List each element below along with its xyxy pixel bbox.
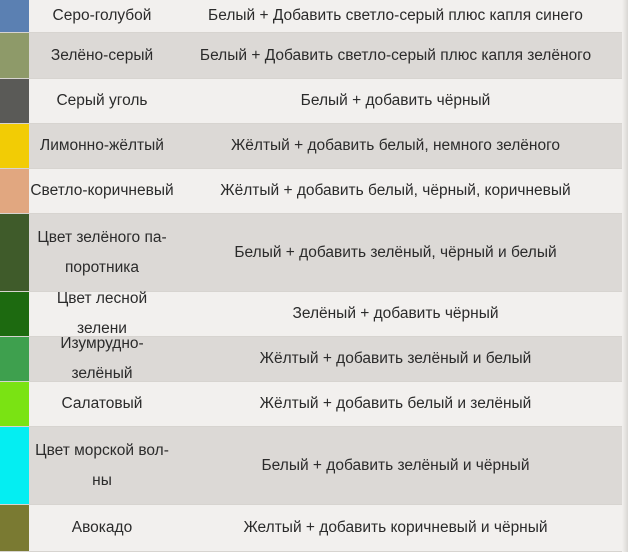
table-row bbox=[0, 33, 628, 79]
color-recipe: Жёлтый + добавить белый, немного зелёного bbox=[230, 137, 561, 154]
color-name-line: Цвет зелёного па- bbox=[37, 228, 167, 246]
color-name bbox=[29, 436, 175, 496]
color-name: Серо-голубой bbox=[52, 7, 152, 24]
color-name-line: ны bbox=[92, 471, 112, 489]
table-row bbox=[0, 505, 628, 552]
color-swatch bbox=[0, 214, 29, 291]
color-swatch bbox=[0, 427, 29, 504]
color-recipe: Белый + добавить зелёный и чёрный bbox=[261, 456, 530, 474]
color-recipe: Белый + добавить зелёный, чёрный и белый bbox=[234, 243, 557, 261]
color-name: Серый уголь bbox=[56, 92, 148, 109]
color-name-line: Цвет морской вол- bbox=[35, 441, 169, 459]
color-name: Зелёно-серый bbox=[50, 46, 154, 64]
color-name-line: поротника bbox=[65, 258, 139, 276]
color-recipe: Желтый + добавить коричневый и чёрный bbox=[243, 519, 548, 536]
color-recipe: Зелёный + добавить чёрный bbox=[292, 305, 499, 322]
table-row bbox=[0, 382, 628, 427]
color-swatch bbox=[0, 505, 29, 551]
color-swatch bbox=[0, 124, 29, 168]
table-row bbox=[0, 0, 628, 33]
table-row bbox=[0, 169, 628, 214]
color-recipe: Белый + Добавить светло-серый плюс капля зелёного bbox=[199, 46, 592, 64]
table-row bbox=[0, 427, 628, 505]
color-swatch bbox=[0, 79, 29, 123]
color-recipe: Белый + добавить чёрный bbox=[300, 92, 491, 109]
table-row bbox=[0, 79, 628, 124]
color-name: Авокадо bbox=[71, 519, 133, 536]
color-name: Цвет лесной зелени bbox=[56, 290, 148, 337]
color-recipe: Жёлтый + добавить белый и зелёный bbox=[259, 395, 532, 412]
color-recipe: Белый + Добавить светло-серый плюс капля синего bbox=[208, 7, 583, 24]
color-name: Изумрудно-зелёный bbox=[60, 335, 144, 382]
color-recipe: Жёлтый + добавить белый, чёрный, коричневый bbox=[220, 182, 571, 199]
color-name: Светло-коричневый bbox=[30, 182, 174, 199]
color-name: Салатовый bbox=[61, 395, 143, 412]
color-swatch bbox=[0, 33, 29, 78]
color-swatch bbox=[0, 292, 29, 336]
table-row bbox=[0, 337, 628, 382]
page-edge bbox=[622, 0, 628, 552]
color-name: Лимонно-жёлтый bbox=[40, 137, 164, 154]
table-row bbox=[0, 214, 628, 292]
color-swatch bbox=[0, 382, 29, 426]
color-swatch bbox=[0, 0, 29, 32]
color-swatch bbox=[0, 337, 29, 381]
color-recipe: Жёлтый + добавить зелёный и белый bbox=[259, 350, 532, 367]
table-row bbox=[0, 124, 628, 169]
color-swatch bbox=[0, 169, 29, 213]
color-name bbox=[29, 223, 175, 283]
